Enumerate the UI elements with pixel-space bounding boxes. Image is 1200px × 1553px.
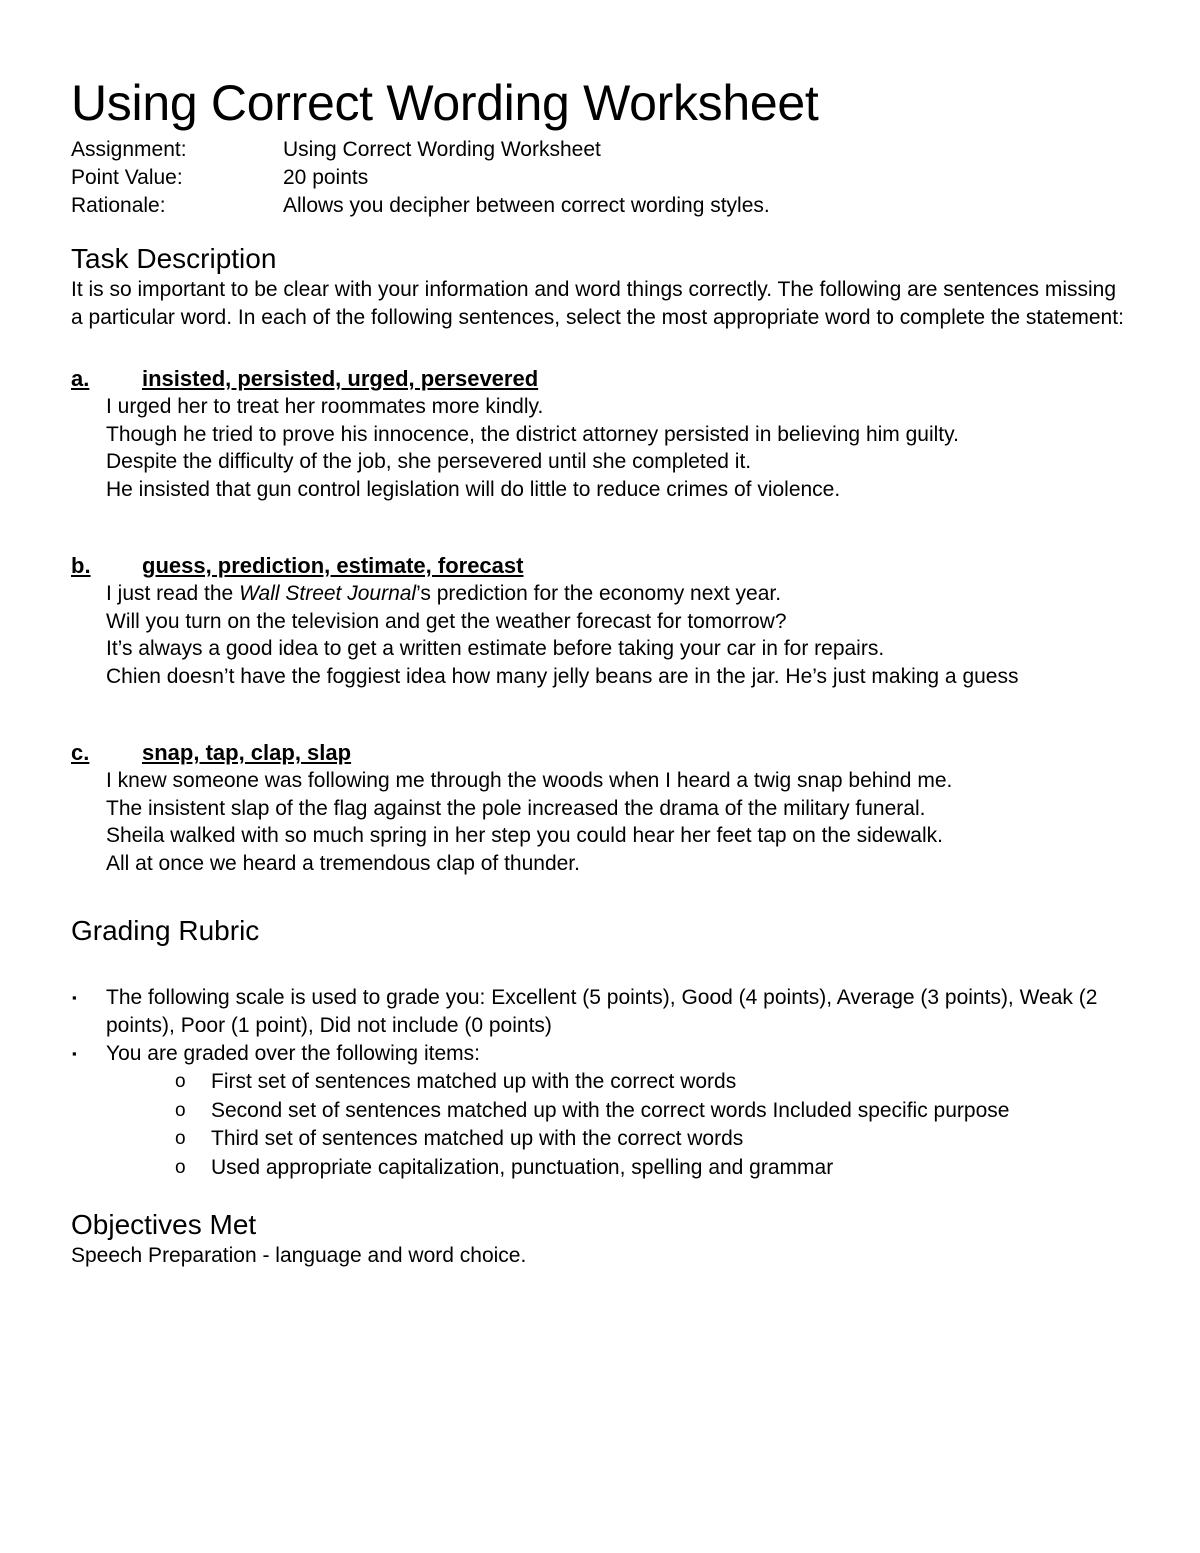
assignment-info [71,136,1130,220]
group-c-heading [71,739,1130,767]
rubric-sub-item-text: Third set of sentences matched up with the correct words [211,1127,744,1150]
group-letter: a. [71,366,90,391]
meta-row-rationale [71,192,1130,220]
publication-title: Wall Street Journal [239,582,417,605]
sentence: All at once we heard a tremendous clap of thunder. [106,851,580,875]
group-letter: c. [71,740,90,765]
rubric-sub-item-text: First set of sentences matched up with the correct words [211,1070,737,1093]
meta-value: Using Correct Wording Worksheet [283,138,601,161]
group-word-choices: insisted, persisted, urged, persevered [142,366,539,391]
page-title: Using Correct Wording Worksheet [71,75,819,131]
task-description-text: It is so important to be clear with your information and word things correctly. The following are sentences missing a particular word. In each of the following sentences, select the most appropriate word to complete the statement: [71,278,1124,329]
sentence [71,580,1130,608]
objectives-heading: Objectives Met [71,1209,257,1240]
sentence: Chien doesn’t have the foggiest idea how many jelly beans are in the jar. He’s just making a guess [106,664,1019,688]
sentence: Will you turn on the television and get the weather forecast for tomorrow? [106,609,787,633]
sentence: He insisted that gun control legislation will do little to reduce crimes of violence. [106,477,841,501]
sentence: Though he tried to prove his innocence, the district attorney persisted in believing him guilty. [106,422,959,446]
square-bullet-icon: ▪ [72,990,77,1005]
meta-value: 20 points [283,166,369,189]
group-b-sentences [71,580,1130,690]
group-a-heading [71,365,1130,393]
circle-bullet-icon: o [175,1156,186,1178]
task-description-heading: Task Description [71,243,277,274]
rubric-item-text: The following scale is used to grade you: Excellent (5 points), Good (4 points), Average (3 points), Weak (2 points), Poor (1 point), Did not include (0 points) [106,986,1098,1037]
rubric-sub-item-text: Second set of sentences matched up with the correct words Included specific purpose [211,1098,1010,1122]
group-word-choices: snap, tap, clap, slap [142,740,352,765]
circle-bullet-icon: o [175,1128,186,1149]
sentence: I urged her to treat her roommates more kindly. [106,395,544,418]
rubric-list [71,984,1130,1182]
rubric-sub-item [71,1125,1130,1154]
square-bullet-icon: ▪ [72,1046,77,1061]
circle-bullet-icon: o [175,1099,186,1121]
sentence-text: ’s prediction for the economy next year. [416,582,782,605]
sentence: I knew someone was following me through the woods when I heard a twig snap behind me. [106,769,953,792]
meta-row-point-value [71,164,1130,192]
sentence: Despite the difficulty of the job, she persevered until she completed it. [106,450,752,473]
sentence-text: I just read the [106,582,240,605]
sentence: Sheila walked with so much spring in her step you could hear her feet tap on the sidewalk. [106,824,943,847]
rubric-sub-item [71,1068,1130,1097]
group-b-heading [71,552,1130,580]
meta-label: Assignment: [71,138,187,161]
meta-value: Allows you decipher between correct wording styles. [283,194,770,217]
sentence: It’s always a good idea to get a written estimate before taking your car in for repairs. [106,637,885,660]
group-letter: b. [71,553,91,578]
meta-row-assignment [71,136,1130,164]
circle-bullet-icon: o [175,1071,186,1092]
group-word-choices: guess, prediction, estimate, forecast [142,553,524,578]
meta-label: Rationale: [71,194,166,217]
rubric-item [71,984,1130,1040]
meta-label: Point Value: [71,166,183,189]
group-c-sentences [71,767,1130,877]
rubric-sub-item-text: Used appropriate capitalization, punctuation, spelling and grammar [211,1155,834,1179]
rubric-item [71,1040,1130,1068]
rubric-sub-item [71,1154,1130,1183]
group-a-sentences [71,393,1130,503]
objectives-text: Speech Preparation - language and word choice. [71,1244,527,1267]
rubric-item-text: You are graded over the following items: [106,1042,480,1065]
rubric-sub-item [71,1097,1130,1126]
grading-rubric-heading: Grading Rubric [71,915,260,946]
sentence: The insistent slap of the flag against the pole increased the drama of the military funeral. [106,796,926,820]
